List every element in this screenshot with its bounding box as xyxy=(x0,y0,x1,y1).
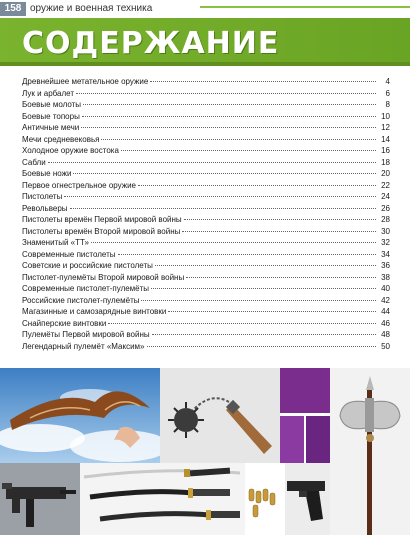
toc-dot-leader xyxy=(141,300,376,301)
toc-entry-page: 32 xyxy=(381,238,390,247)
toc-dot-leader xyxy=(76,93,376,94)
flail-photo xyxy=(160,368,280,463)
toc-entry-page: 26 xyxy=(381,203,390,213)
toc-entry xyxy=(22,99,390,111)
toc-entry xyxy=(22,203,390,215)
toc-entry xyxy=(22,76,390,88)
toc-entry-page: 14 xyxy=(381,134,390,144)
toc-entry-page: 40 xyxy=(381,284,390,293)
toc-entry xyxy=(22,318,390,330)
toc-entry xyxy=(22,111,390,123)
toc-dot-leader xyxy=(118,254,377,255)
toc-title: СОДЕРЖАНИЕ xyxy=(22,26,280,61)
toc-entry-title: Боевые топоры xyxy=(22,111,80,121)
toc-dot-leader xyxy=(91,242,376,243)
toc-entry xyxy=(22,157,390,169)
boomerang-photo xyxy=(0,368,160,463)
toc-entry xyxy=(22,122,390,134)
toc-entry xyxy=(22,249,390,261)
submachine-gun-photo xyxy=(0,463,80,535)
toc-entry-title: Пистолет-пулемёты Второй мировой войны xyxy=(22,272,185,282)
toc-entry xyxy=(22,341,390,353)
toc-entry xyxy=(22,272,390,284)
toc-entry xyxy=(22,226,390,238)
toc-entry xyxy=(22,88,390,100)
toc-entry xyxy=(22,283,390,295)
toc-dot-leader xyxy=(101,139,376,140)
toc-dot-leader xyxy=(121,150,376,151)
toc-entry-title: Холодное оружие востока xyxy=(22,146,119,155)
toc-entry-title: Мечи средневековья xyxy=(22,134,100,144)
toc-entry-page: 10 xyxy=(381,111,390,121)
toc-entry-title: Боевые ножи xyxy=(22,169,72,178)
toc-dot-leader xyxy=(138,185,376,186)
toc-entry-title: Лук и арбалет xyxy=(22,88,75,98)
toc-entry-page: 22 xyxy=(381,180,390,190)
bullets-photo xyxy=(245,463,285,535)
toc-entry-title: Знаменитый «ТТ» xyxy=(22,238,89,247)
toc-entry-page: 30 xyxy=(381,226,390,236)
section-title: оружие и военная техника xyxy=(30,3,153,14)
toc-entry-title: Античные мечи xyxy=(22,123,80,132)
toc-entry-page: 4 xyxy=(385,77,390,86)
toc-dot-leader xyxy=(108,323,376,324)
purple-tiles xyxy=(280,368,330,463)
toc-entry xyxy=(22,329,390,341)
toc-entry-title: Магазинные и самозарядные винтовки xyxy=(22,307,167,316)
toc-entry xyxy=(22,306,390,318)
halberd-photo xyxy=(330,368,410,535)
toc-entry xyxy=(22,168,390,180)
toc-entry-page: 20 xyxy=(381,169,390,178)
toc-entry xyxy=(22,214,390,226)
toc-entry-page: 8 xyxy=(385,100,390,109)
toc-entry-title: Древнейшее метательное оружие xyxy=(22,77,149,86)
pistol-photo xyxy=(285,463,330,535)
toc-dot-leader xyxy=(82,116,376,117)
toc-entry-title: Первое огнестрельное оружие xyxy=(22,180,137,190)
toc-dot-leader xyxy=(73,173,376,174)
toc-dot-leader xyxy=(81,127,376,128)
toc-entry-page: 36 xyxy=(381,261,390,270)
toc-entry xyxy=(22,237,390,249)
toc-entry-page: 12 xyxy=(381,123,390,132)
toc-entry xyxy=(22,260,390,272)
toc-entry-title: Револьверы xyxy=(22,203,68,213)
toc-entry-title: Современные пистолет-пулемёты xyxy=(22,284,150,293)
toc-entry-title: Снайперские винтовки xyxy=(22,318,107,328)
toc-entry-title: Российские пистолет-пулемёты xyxy=(22,295,140,305)
toc-dot-leader xyxy=(48,162,376,163)
toc-entry-title: Сабли xyxy=(22,157,46,167)
toc-dot-leader xyxy=(83,104,376,105)
title-band-stripe xyxy=(0,62,410,66)
toc-entry-title: Современные пистолеты xyxy=(22,249,116,259)
toc-entry-page: 48 xyxy=(381,330,390,339)
toc-dot-leader xyxy=(150,81,376,82)
toc-dot-leader xyxy=(186,277,376,278)
toc-entry-page: 18 xyxy=(381,157,390,167)
photo-collage xyxy=(0,368,410,535)
toc-dot-leader xyxy=(70,208,376,209)
toc-entry-title: Пулемёты Первой мировой войны xyxy=(22,330,150,339)
toc-dot-leader xyxy=(182,231,376,232)
toc-entry-page: 34 xyxy=(381,249,390,259)
toc-entry-page: 24 xyxy=(381,192,390,201)
toc-entry-title: Советские и российские пистолеты xyxy=(22,261,153,270)
toc-dot-leader xyxy=(184,219,376,220)
toc-dot-leader xyxy=(147,346,376,347)
katana-swords-photo xyxy=(80,463,245,535)
toc-entry xyxy=(22,134,390,146)
toc-entry-title: Пистолеты xyxy=(22,192,63,201)
toc-dot-leader xyxy=(64,196,376,197)
toc-entry-page: 16 xyxy=(381,146,390,155)
toc-entry-title: Легендарный пулемёт «Максим» xyxy=(22,341,145,351)
toc-dot-leader xyxy=(168,311,376,312)
toc-entry-page: 50 xyxy=(381,341,390,351)
toc-dot-leader xyxy=(152,334,376,335)
toc-entry xyxy=(22,180,390,192)
toc-entry-page: 42 xyxy=(381,295,390,305)
toc-entry xyxy=(22,191,390,203)
toc-entry-title: Боевые молоты xyxy=(22,100,82,109)
toc-entry xyxy=(22,145,390,157)
table-of-contents xyxy=(22,76,390,352)
toc-dot-leader xyxy=(151,288,376,289)
toc-entry-page: 28 xyxy=(381,215,390,224)
toc-entry-title: Пистолеты времён Первой мировой войны xyxy=(22,215,182,224)
toc-entry xyxy=(22,295,390,307)
page-number: 158 xyxy=(0,2,26,16)
toc-entry-title: Пистолеты времён Второй мировой войны xyxy=(22,226,181,236)
toc-entry-page: 44 xyxy=(381,307,390,316)
toc-entry-page: 46 xyxy=(381,318,390,328)
toc-entry-page: 6 xyxy=(385,88,390,98)
toc-dot-leader xyxy=(155,265,376,266)
header-rule xyxy=(200,6,410,8)
toc-entry-page: 38 xyxy=(381,272,390,282)
running-header xyxy=(0,0,410,18)
